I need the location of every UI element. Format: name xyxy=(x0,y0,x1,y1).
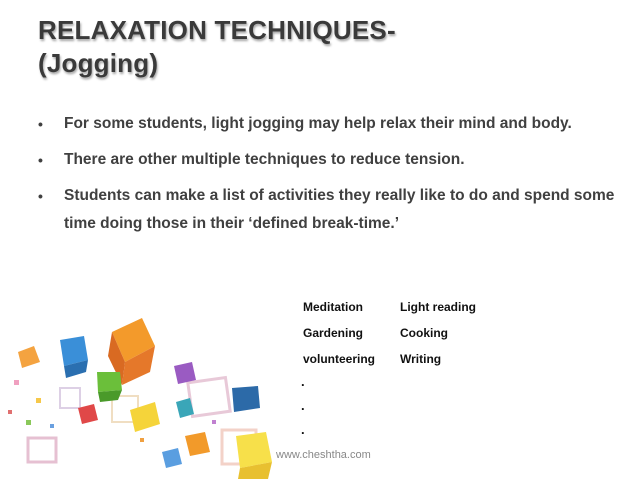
activity-item: Meditation xyxy=(303,300,363,314)
footer-url: www.cheshtha.com xyxy=(276,449,371,461)
continuation-dots xyxy=(301,370,305,442)
bullet-item xyxy=(38,146,618,174)
bullet-item xyxy=(38,182,618,238)
bullet-marker: • xyxy=(38,188,43,204)
slide-title xyxy=(38,14,396,80)
activity-item: volunteering xyxy=(303,352,376,366)
dot: . xyxy=(301,398,305,413)
bullet-text: Students can make a list of activities they really like to do and spend some time doing those in their ‘defined break-time.’ xyxy=(64,187,615,232)
activity-item: Writing xyxy=(400,352,442,366)
dot: . xyxy=(301,422,305,437)
activity-item: Light reading xyxy=(400,300,476,314)
activity-row xyxy=(303,296,476,322)
bullet-marker: • xyxy=(38,152,43,168)
activity-item: Gardening xyxy=(303,326,364,340)
bullet-item xyxy=(38,110,618,138)
bullet-marker: • xyxy=(38,116,43,132)
title-line-1: RELAXATION TECHNIQUES- xyxy=(38,15,396,45)
activities-list xyxy=(303,296,476,374)
bullet-text: For some students, light jogging may help relax their mind and body. xyxy=(64,115,572,132)
activity-row xyxy=(303,348,476,374)
bullet-list xyxy=(38,110,618,246)
bullet-text: There are other multiple techniques to reduce tension. xyxy=(64,151,465,168)
activity-item: Cooking xyxy=(400,326,448,340)
activity-row xyxy=(303,322,476,348)
dot: . xyxy=(301,374,305,389)
title-line-2: (Jogging) xyxy=(38,48,159,78)
